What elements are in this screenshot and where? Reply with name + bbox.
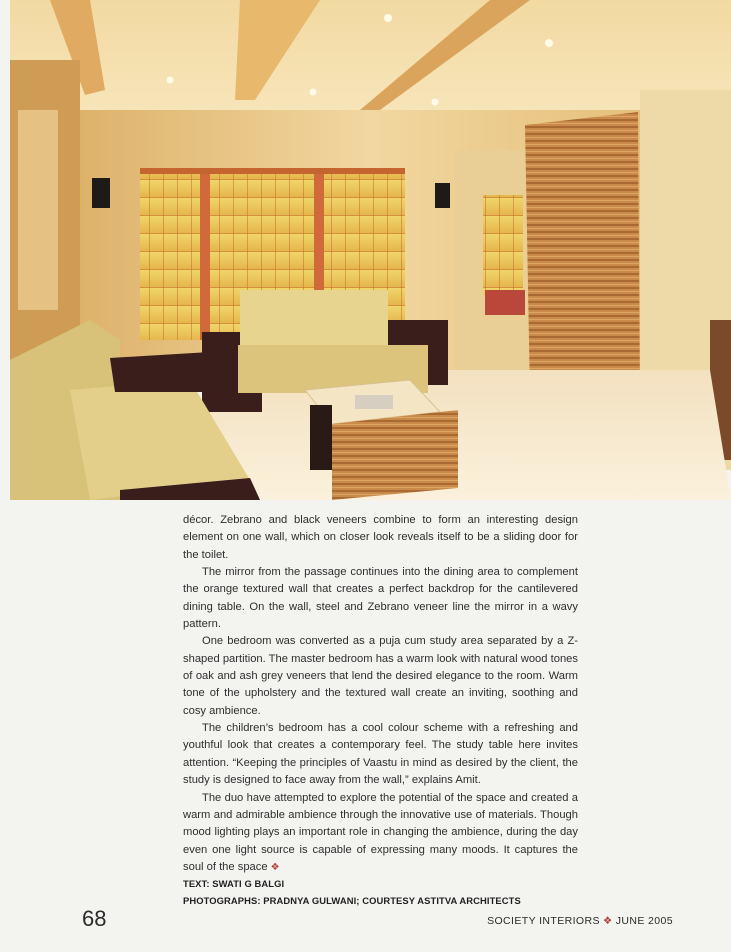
wall-speaker: [435, 183, 450, 208]
living-room-illustration: [10, 0, 731, 500]
magazine-name: SOCIETY INTERIORS: [487, 915, 600, 927]
bedroom-window: [483, 195, 523, 295]
zebrano-table-base: [332, 410, 458, 500]
window-frame: [200, 170, 210, 340]
left-sofa-armrest: [110, 352, 210, 392]
article-paragraph-last: [183, 790, 578, 877]
table-ornament: [355, 395, 393, 409]
ceiling-light: [432, 99, 439, 106]
article-paragraph: décor. Zebrano and black veneers combine to form an interesting design element on one wall, which on closer look reveals itself to be a sliding door for the toilet.: [183, 514, 578, 561]
window-frame: [140, 168, 405, 174]
article-paragraph-text: The duo have attempted to explore the potential of the space and created a warm and admirable ambience through the innovative use of materials. Though mood lighting plays an important role in changing the ambience, during the day even one light source is capable of expressing many moods. It captures the soul of the space: [183, 791, 578, 873]
wall-mirror: [18, 110, 58, 310]
article-paragraph: One bedroom was converted as a puja cum study area separated by a Z-shaped partition. The master bedroom has a warm look with natural wood tones of oak and ash grey veneers that lend the desired elegance to the room. Warm tone of the upholstery and the textured wall create an inviting, soothing and cosy ambience.: [183, 635, 578, 717]
separator-icon: ❖: [602, 915, 613, 927]
zebrano-sliding-door: [525, 112, 640, 405]
living-room-photo: [10, 0, 731, 500]
sofa-backrest: [240, 290, 388, 350]
ceiling-light: [384, 14, 392, 22]
text-credit: TEXT: SWATI G BALGI: [183, 878, 285, 889]
page-number: 68: [82, 906, 107, 931]
credits: [183, 876, 583, 909]
article-paragraph: The mirror from the passage continues into the dining area to complement the orange textured wall that creates a perfect backdrop for the cantilevered dining table. On the wall, steel and Zebrano veneer line the mirror in a wavy pattern.: [183, 566, 578, 631]
article-body: [183, 512, 578, 876]
issue-date: JUNE 2005: [615, 915, 673, 927]
article-paragraph: The children’s bedroom has a cool colour scheme with a refreshing and youthful look that creates a contemporary feel. The study table here invites attention. “Keeping the principles of Vaastu in mind as desired by the client, the study is designed to face away from the wall,” explains Amit.: [183, 722, 578, 787]
end-mark-icon: ❖: [270, 861, 280, 873]
bedroom-bed: [485, 290, 525, 315]
wall-speaker: [92, 178, 110, 208]
ceiling-light: [167, 77, 174, 84]
ceiling-light: [545, 39, 553, 47]
ceiling-light: [310, 89, 317, 96]
running-footer: [487, 915, 673, 927]
photo-credit: PHOTOGRAPHS: PRADNYA GULWANI; COURTESY ASTITVA ARCHITECTS: [183, 894, 521, 906]
table-base: [310, 405, 332, 470]
